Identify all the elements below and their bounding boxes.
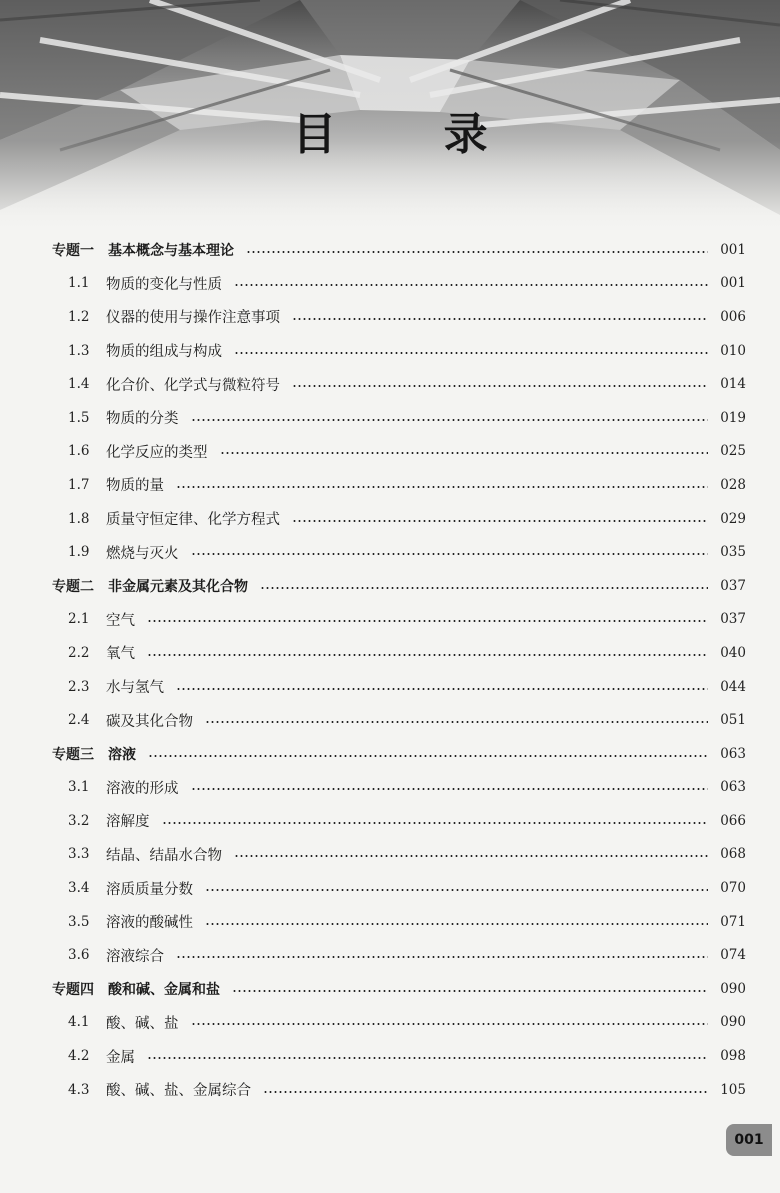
dot-leader (191, 418, 709, 422)
toc-section-row[interactable] (52, 771, 746, 805)
chapter-tag: 专题四 (52, 981, 94, 998)
section-number: 4.3 (68, 1081, 90, 1098)
chapter-tag: 专题三 (52, 746, 94, 763)
section-title: 碳及其化合物 (106, 713, 193, 730)
dot-leader (263, 1090, 708, 1094)
toc-chapter-row[interactable] (52, 972, 746, 1006)
chapter-title: 基本概念与基本理论 (108, 242, 234, 259)
section-title: 质量守恒定律、化学方程式 (106, 512, 280, 529)
section-title: 金属 (106, 1049, 135, 1066)
chapter-title: 溶液 (108, 746, 136, 763)
page-reference: 035 (720, 544, 746, 561)
page-reference: 071 (720, 913, 746, 930)
dot-leader (176, 955, 708, 959)
toc-section-row[interactable] (52, 1073, 746, 1107)
section-number: 1.9 (68, 544, 90, 561)
toc-section-row[interactable] (52, 401, 746, 435)
toc-section-row[interactable] (52, 502, 746, 536)
section-number: 1.5 (68, 409, 90, 426)
page-reference: 074 (720, 947, 746, 964)
page-reference: 090 (720, 1014, 746, 1031)
dot-leader (205, 888, 708, 892)
page-reference: 037 (720, 577, 746, 594)
toc-chapter-row[interactable] (52, 233, 746, 267)
dot-leader (147, 653, 708, 657)
dot-leader (234, 283, 708, 287)
section-title: 溶液综合 (106, 948, 164, 965)
section-title: 化学反应的类型 (106, 444, 208, 461)
toc-section-row[interactable] (52, 1006, 746, 1040)
dot-leader (176, 687, 708, 691)
toc-section-row[interactable] (52, 468, 746, 502)
section-number: 3.5 (68, 913, 90, 930)
section-number: 1.2 (68, 308, 90, 325)
section-title: 空气 (106, 612, 135, 629)
section-number: 2.4 (68, 712, 90, 729)
section-title: 燃烧与灭火 (106, 545, 179, 562)
toc-section-row[interactable] (52, 804, 746, 838)
toc-chapter-row[interactable] (52, 569, 746, 603)
section-number: 3.3 (68, 846, 90, 863)
dot-leader (147, 1056, 708, 1060)
page-reference: 068 (720, 846, 746, 863)
dot-leader (148, 754, 708, 758)
toc-section-row[interactable] (52, 267, 746, 301)
section-number: 2.1 (68, 611, 90, 628)
section-title: 仪器的使用与操作注意事项 (106, 310, 280, 327)
section-number: 1.4 (68, 376, 90, 393)
dot-leader (191, 1022, 709, 1026)
toc-section-row[interactable] (52, 905, 746, 939)
section-title: 酸、碱、盐 (106, 1015, 179, 1032)
page-reference: 001 (720, 241, 746, 258)
page-reference: 001 (720, 275, 746, 292)
page-reference: 006 (720, 308, 746, 325)
toc-section-row[interactable] (52, 703, 746, 737)
toc-section-row[interactable] (52, 938, 746, 972)
dot-leader (191, 787, 709, 791)
dot-leader (292, 317, 708, 321)
page-number-badge: 001 (726, 1124, 772, 1156)
toc-section-row[interactable] (52, 670, 746, 704)
section-number: 1.8 (68, 510, 90, 527)
chapter-title: 酸和碱、金属和盐 (108, 981, 220, 998)
section-title: 溶液的形成 (106, 780, 179, 797)
section-number: 1.3 (68, 342, 90, 359)
toc-section-row[interactable] (52, 838, 746, 872)
page-reference: 105 (720, 1081, 746, 1098)
dot-leader (246, 250, 708, 254)
section-title: 水与氢气 (106, 680, 164, 697)
dot-leader (234, 351, 708, 355)
page-reference: 037 (720, 611, 746, 628)
toc-section-row[interactable] (52, 1039, 746, 1073)
dot-leader (205, 922, 708, 926)
section-title: 化合价、化学式与微粒符号 (106, 377, 280, 394)
chapter-tag: 专题二 (52, 578, 94, 595)
page-reference: 051 (720, 712, 746, 729)
dot-leader (176, 485, 708, 489)
page-reference: 028 (720, 476, 746, 493)
toc-chapter-row[interactable] (52, 737, 746, 771)
page-title: 目 录 (292, 109, 534, 160)
dot-leader (220, 451, 709, 455)
page-reference: 090 (720, 980, 746, 997)
toc-section-row[interactable] (52, 334, 746, 368)
page-reference: 010 (720, 342, 746, 359)
toc-section-row[interactable] (52, 535, 746, 569)
page-reference: 066 (720, 812, 746, 829)
table-of-contents (52, 233, 746, 1106)
section-number: 3.6 (68, 947, 90, 964)
section-title: 物质的量 (106, 478, 164, 495)
section-number: 3.2 (68, 812, 90, 829)
page-reference: 014 (720, 376, 746, 393)
page-reference: 019 (720, 409, 746, 426)
chapter-title: 非金属元素及其化合物 (108, 578, 248, 595)
section-title: 结晶、结晶水合物 (106, 847, 222, 864)
section-title: 溶质质量分数 (106, 881, 193, 898)
toc-section-row[interactable] (52, 636, 746, 670)
dot-leader (292, 384, 708, 388)
dot-leader (260, 586, 708, 590)
toc-section-row[interactable] (52, 871, 746, 905)
dot-leader (191, 552, 709, 556)
section-number: 1.6 (68, 443, 90, 460)
section-number: 3.1 (68, 779, 90, 796)
dot-leader (205, 720, 708, 724)
toc-section-row[interactable] (52, 300, 746, 334)
section-title: 物质的组成与构成 (106, 344, 222, 361)
page-reference: 029 (720, 510, 746, 527)
page-reference: 063 (720, 745, 746, 762)
dot-leader (232, 989, 708, 993)
chapter-tag: 专题一 (52, 242, 94, 259)
dot-leader (147, 619, 708, 623)
page-reference: 098 (720, 1048, 746, 1065)
toc-section-row[interactable] (52, 435, 746, 469)
section-number: 2.3 (68, 678, 90, 695)
section-title: 物质的分类 (106, 411, 179, 428)
dot-leader (234, 854, 708, 858)
section-number: 4.1 (68, 1014, 90, 1031)
section-title: 溶液的酸碱性 (106, 915, 193, 932)
section-number: 2.2 (68, 644, 90, 661)
section-number: 1.1 (68, 275, 90, 292)
dot-leader (162, 821, 709, 825)
page-reference: 025 (720, 443, 746, 460)
page-reference: 040 (720, 644, 746, 661)
page-reference: 063 (720, 779, 746, 796)
dot-leader (292, 519, 708, 523)
section-title: 溶解度 (106, 814, 150, 831)
page-reference: 044 (720, 678, 746, 695)
page-reference: 070 (720, 880, 746, 897)
section-number: 4.2 (68, 1048, 90, 1065)
section-title: 物质的变化与性质 (106, 276, 222, 293)
section-number: 1.7 (68, 476, 90, 493)
section-title: 酸、碱、盐、金属综合 (106, 1083, 251, 1100)
section-number: 3.4 (68, 880, 90, 897)
toc-section-row[interactable] (52, 603, 746, 637)
toc-section-row[interactable] (52, 367, 746, 401)
section-title: 氧气 (106, 646, 135, 663)
